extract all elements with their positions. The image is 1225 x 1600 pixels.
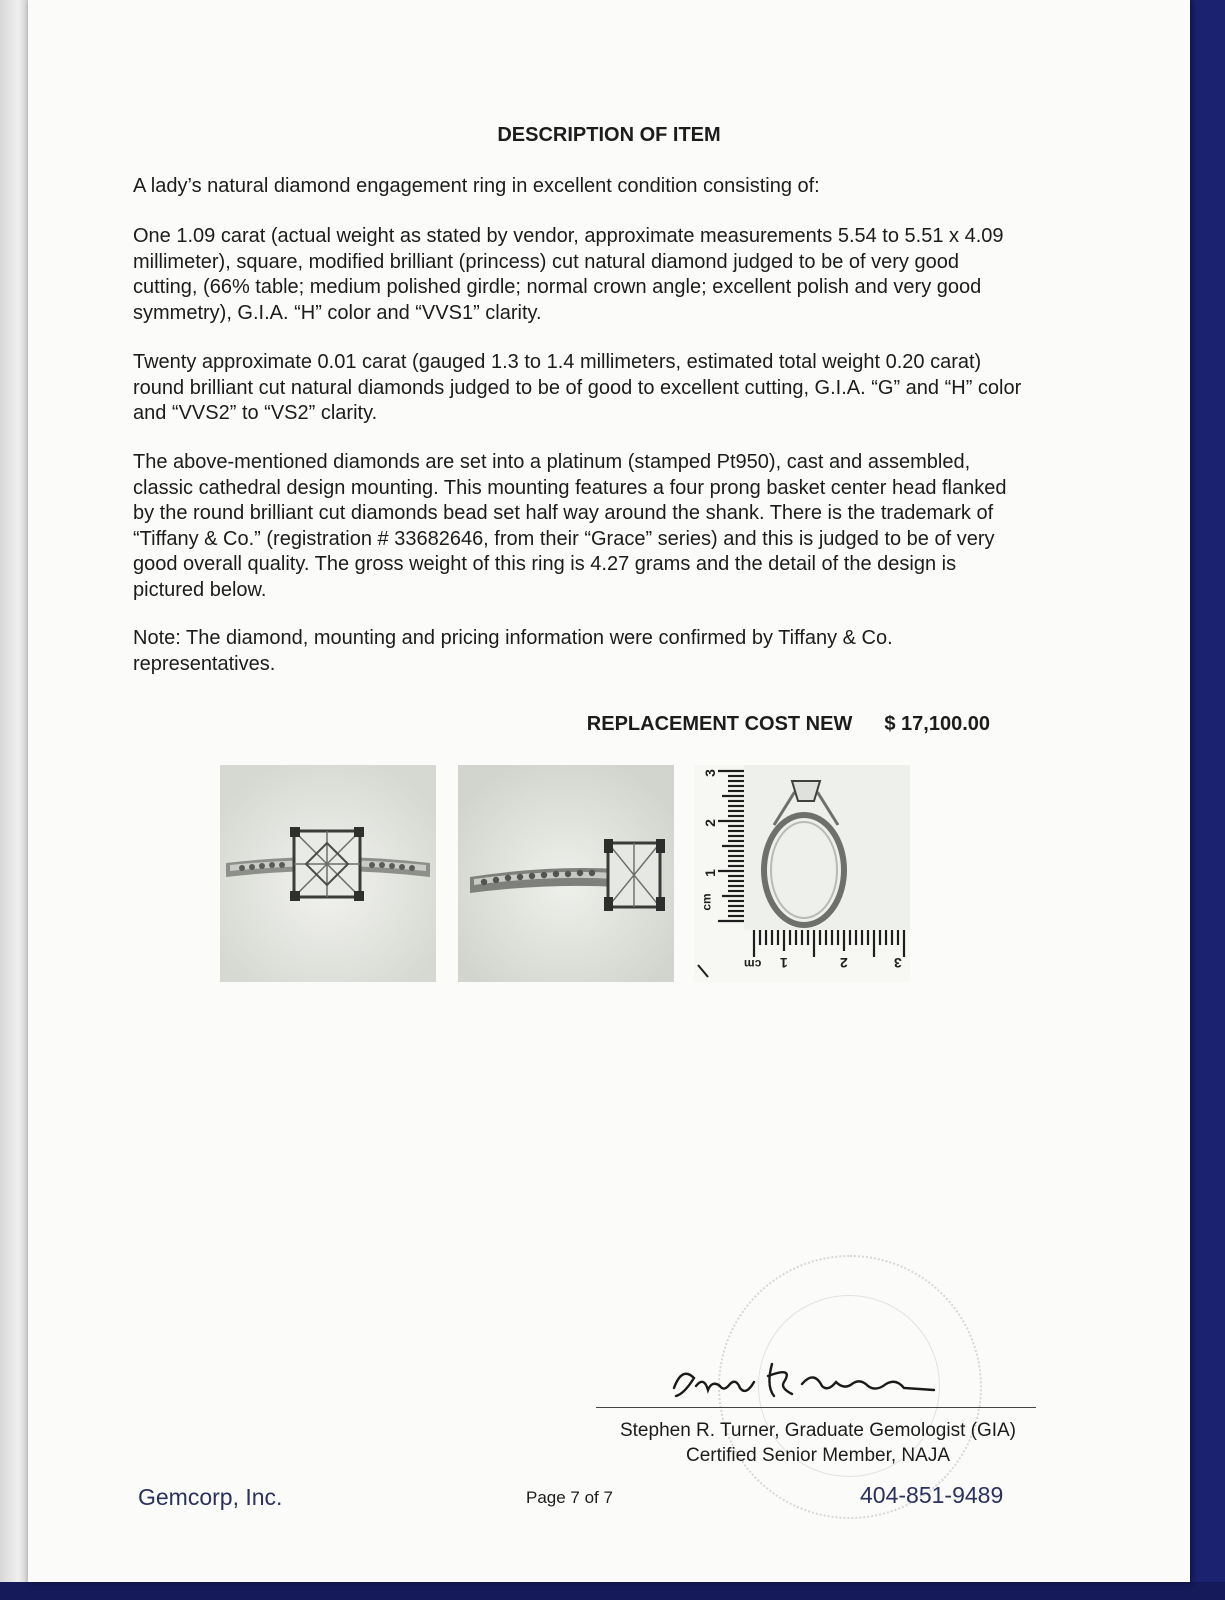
intro-paragraph: A lady’s natural diamond engagement ring in excellent condition consisting of: bbox=[133, 175, 820, 197]
ruler-h-tick-1: 1 bbox=[780, 955, 788, 971]
ring-front-photo bbox=[220, 765, 436, 982]
ruler-cm-label: cm bbox=[699, 893, 714, 911]
note-paragraph: Note: The diamond, mounting and pricing information were confirmed by Tiffany & Co. representatives. bbox=[133, 627, 893, 675]
replacement-cost bbox=[587, 713, 990, 736]
mounting-paragraph: The above-mentioned diamonds are set into a platinum (stamped Pt950), cast and assembled, classic cathedral design mounting. This mounting features a four prong basket center head flanked by the round brilliant cut diamonds bead set half way around the shank. There is the trademark of “Tiffany & Co.” (registration # 33682646, from their “Grace” series) and this is judged to be of very good overall quality. The gross weight of this ring is 4.27 grams and the detail of the design is pictured below. bbox=[133, 451, 1007, 601]
page-heading: DESCRIPTION OF ITEM bbox=[497, 124, 721, 146]
ruler-tick-1: 1 bbox=[701, 869, 718, 877]
ruler-h-tick-2: 2 bbox=[840, 955, 848, 971]
signatory-title: Certified Senior Member, NAJA bbox=[686, 1445, 950, 1466]
signatory bbox=[588, 1418, 1048, 1468]
ruler-tick-2: 2 bbox=[701, 819, 718, 827]
center-diamond-paragraph: One 1.09 carat (actual weight as stated by vendor, approximate measurements 5.54 to 5.51 x 4.09 millimeter), square, modified brilliant (princess) cut natural diamond judged to be of very good cutting, (66% table; medium polished girdle; normal crown angle; excellent polish and very good symmetry), G.I.A. “H” color and “VVS1” clarity. bbox=[133, 225, 1004, 324]
cover-edge bbox=[0, 1582, 1225, 1600]
book-binding bbox=[0, 0, 30, 1600]
ring-side-photo bbox=[458, 765, 674, 982]
ruler-tick-3: 3 bbox=[701, 769, 718, 777]
ruler-h-cm-label: cm bbox=[744, 957, 762, 971]
signature bbox=[664, 1356, 954, 1406]
ruler-h-tick-3: 3 bbox=[894, 955, 902, 971]
melee-diamonds-paragraph: Twenty approximate 0.01 carat (gauged 1.3 to 1.4 millimeters, estimated total weight 0.20 carat) round brilliant cut natural diamonds judged to be of good to excellent cutting, G.I.A. “G” and “H” color and “VVS2” to “VS2” clarity. bbox=[133, 351, 1022, 424]
footer-company: Gemcorp, Inc. bbox=[138, 1484, 283, 1510]
footer-phone: 404-851-9489 bbox=[860, 1482, 1004, 1508]
footer-page-number: Page 7 of 7 bbox=[526, 1488, 613, 1507]
signatory-name: Stephen R. Turner, Graduate Gemologist (GIA) bbox=[619, 1420, 1017, 1441]
replacement-cost-label: REPLACEMENT COST NEW bbox=[586, 713, 853, 735]
appraisal-page bbox=[28, 0, 1190, 1582]
replacement-cost-value: $ 17,100.00 bbox=[884, 713, 990, 735]
signature-line bbox=[596, 1407, 1036, 1408]
ring-profile-photo bbox=[694, 765, 910, 982]
